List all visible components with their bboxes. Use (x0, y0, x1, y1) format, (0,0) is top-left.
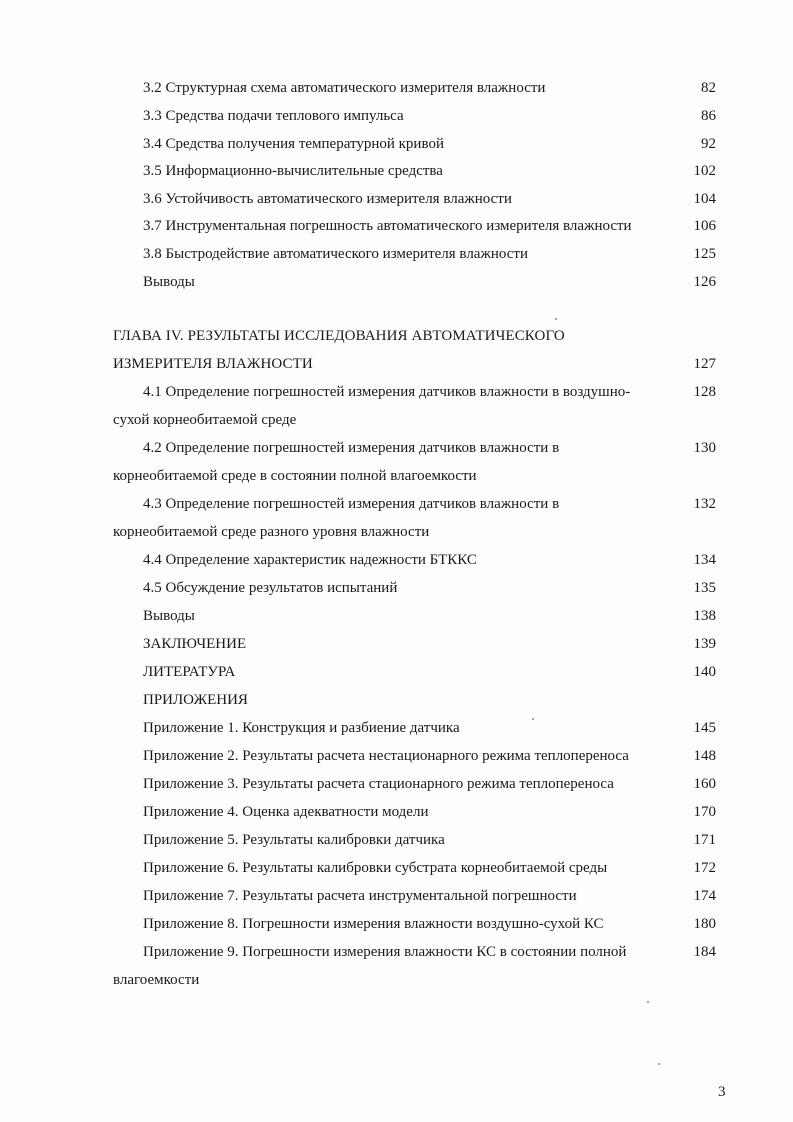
toc-page-3-2: 82 (701, 80, 716, 96)
toc-entry-4-3-line-2: корнеобитаемой среде разного уровня влажности (113, 524, 430, 540)
toc-entry-appendices: ПРИЛОЖЕНИЯ (143, 692, 248, 708)
toc-page-3-7: 106 (693, 218, 716, 234)
toc-entry-4-1-line-2: сухой корнеобитаемой среде (113, 412, 297, 428)
toc-entry-literature: ЛИТЕРАТУРА (143, 664, 236, 680)
scan-speck (658, 1063, 660, 1065)
toc-page-3-5: 102 (693, 163, 716, 179)
chapter-4-page: 127 (693, 356, 716, 372)
toc-entry-3-conclusions: Выводы (143, 274, 195, 290)
toc-appendix-1: Приложение 1. Конструкция и разбиение датчика (143, 720, 460, 736)
chapter-4-title-line-1: ГЛАВА IV. РЕЗУЛЬТАТЫ ИССЛЕДОВАНИЯ АВТОМАТИЧЕСКОГО (113, 328, 565, 344)
toc-entry-3-6: 3.6 Устойчивость автоматического измерителя влажности (143, 191, 512, 207)
toc-page-4-conclusions: 138 (693, 608, 716, 624)
toc-page-appendix-3: 160 (693, 776, 716, 792)
toc-page-appendix-4: 170 (693, 804, 716, 820)
toc-entry-4-conclusions: Выводы (143, 608, 195, 624)
toc-entry-3-4: 3.4 Средства получения температурной кривой (143, 136, 444, 152)
scan-speck (555, 318, 557, 320)
toc-page-3-3: 86 (701, 108, 716, 124)
toc-page-3-4: 92 (701, 136, 716, 152)
toc-entry-4-1-line-1: 4.1 Определение погрешностей измерения датчиков влажности в воздушно- (143, 384, 631, 400)
toc-page-3-6: 104 (693, 191, 716, 207)
toc-page-4-5: 135 (693, 580, 716, 596)
toc-appendix-3: Приложение 3. Результаты расчета стационарного режима теплопереноса (143, 776, 614, 792)
toc-page-4-2: 130 (693, 440, 716, 456)
toc-appendix-9-line-1: Приложение 9. Погрешности измерения влажности КС в состоянии полной (143, 944, 627, 960)
toc-page-4-3: 132 (693, 496, 716, 512)
toc-page-4-1: 128 (693, 384, 716, 400)
toc-entry-4-3-line-1: 4.3 Определение погрешностей измерения датчиков влажности в (143, 496, 560, 512)
toc-page-appendix-7: 174 (693, 888, 716, 904)
toc-appendix-9-line-2: влагоемкости (113, 972, 200, 988)
toc-entry-conclusion: ЗАКЛЮЧЕНИЕ (143, 636, 247, 652)
toc-entry-4-2-line-1: 4.2 Определение погрешностей измерения датчиков влажности в (143, 440, 560, 456)
toc-page-appendix-1: 145 (693, 720, 716, 736)
toc-page-literature: 140 (693, 664, 716, 680)
toc-appendix-6: Приложение 6. Результаты калибровки субстрата корнеобитаемой среды (143, 860, 608, 876)
toc-appendix-7: Приложение 7. Результаты расчета инструментальной погрешности (143, 888, 577, 904)
toc-page-appendix-8: 180 (693, 916, 716, 932)
toc-entry-3-5: 3.5 Информационно-вычислительные средства (143, 163, 443, 179)
toc-page-3-8: 125 (693, 246, 716, 262)
toc-appendix-8: Приложение 8. Погрешности измерения влажности воздушно-сухой КС (143, 916, 604, 932)
toc-entry-4-5: 4.5 Обсуждение результатов испытаний (143, 580, 398, 596)
toc-page-appendix-6: 172 (693, 860, 716, 876)
toc-page-3-conclusions: 126 (693, 274, 716, 290)
scan-speck (532, 718, 534, 720)
toc-entry-4-2-line-2: корнеобитаемой среде в состоянии полной влагоемкости (113, 468, 477, 484)
toc-appendix-2: Приложение 2. Результаты расчета нестационарного режима теплопереноса (143, 748, 629, 764)
toc-appendix-5: Приложение 5. Результаты калибровки датчика (143, 832, 445, 848)
page-number: 3 (718, 1084, 726, 1100)
toc-entry-3-3: 3.3 Средства подачи теплового импульса (143, 108, 404, 124)
toc-appendix-4: Приложение 4. Оценка адекватности модели (143, 804, 429, 820)
toc-entry-3-8: 3.8 Быстродействие автоматического измерителя влажности (143, 246, 528, 262)
toc-page-conclusion: 139 (693, 636, 716, 652)
toc-page-appendix-2: 148 (693, 748, 716, 764)
toc-entry-3-7: 3.7 Инструментальная погрешность автоматического измерителя влажности (143, 218, 632, 234)
toc-page-4-4: 134 (693, 552, 716, 568)
scan-speck (647, 1001, 649, 1003)
toc-page-appendix-9: 184 (693, 944, 716, 960)
chapter-4-title-line-2: ИЗМЕРИТЕЛЯ ВЛАЖНОСТИ (113, 356, 313, 372)
toc-page-appendix-5: 171 (693, 832, 716, 848)
toc-entry-3-2: 3.2 Структурная схема автоматического измерителя влажности (143, 80, 546, 96)
toc-entry-4-4: 4.4 Определение характеристик надежности БТККС (143, 552, 477, 568)
